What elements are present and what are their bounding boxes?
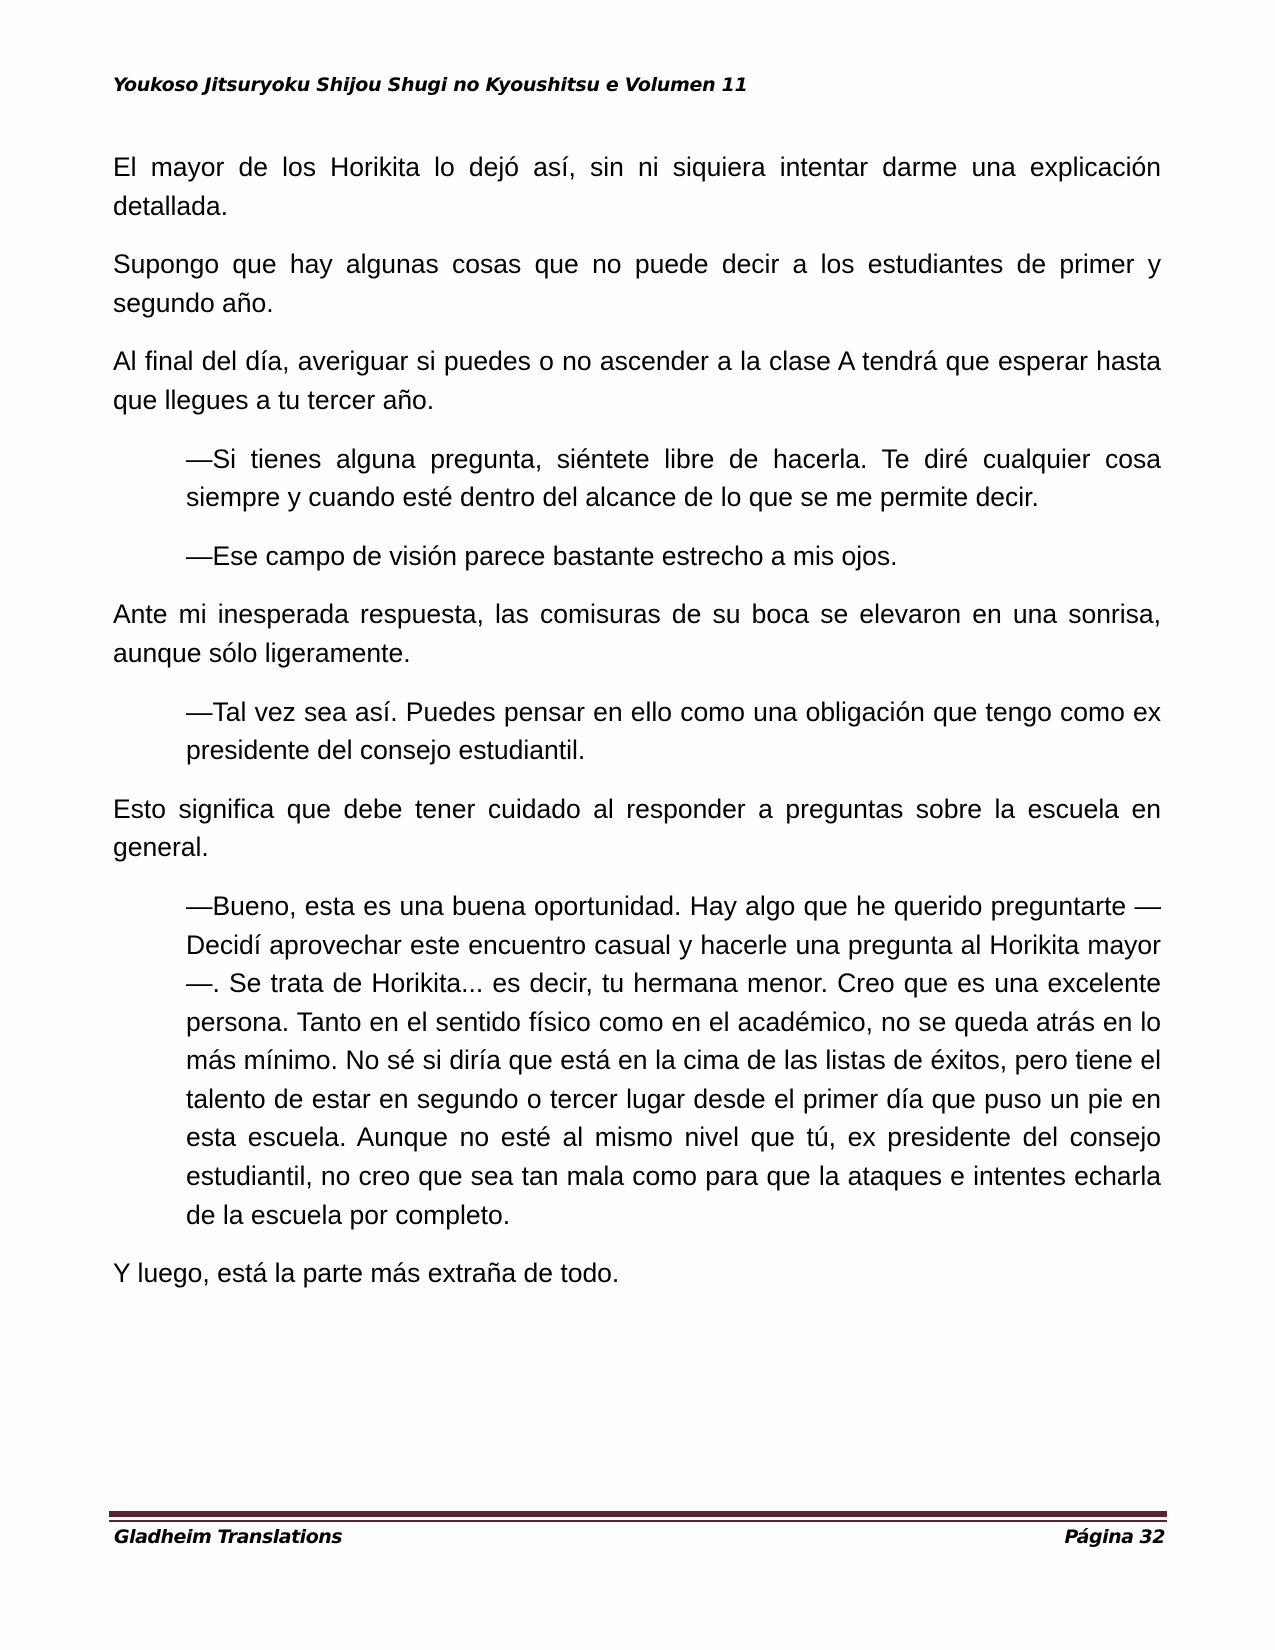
paragraph-narration: Y luego, está la parte más extraña de todo. (113, 1258, 620, 1289)
paragraph-narration: Ante mi inesperada respuesta, las comisuras de su boca se elevaron en una sonrisa, aunque sólo ligeramente. (113, 599, 1161, 668)
paragraph-dialog: —Bueno, esta es una buena oportunidad. Hay algo que he querido preguntarte —Decidí aprovechar este encuentro casual y hacerle una pregunta al Horikita mayor—. Se trata de Horikita... es decir, tu hermana menor. Creo que es una excelente persona. Tanto en el sentido físico como en el académico, no se queda atrás en lo más mínimo. No sé si diría que está en la cima de las listas de éxitos, pero tiene el talento de estar en segundo o tercer lugar desde el primer día que puso un pie en esta escuela. Aunque no esté al mismo nivel que tú, ex presidente del consejo estudiantil, no creo que sea tan mala como para que la ataques e intentes echarla de la escuela por completo. (186, 890, 1161, 1230)
running-header: Youkoso Jitsuryoku Shijou Shugi no Kyoushitsu e Volumen 11 (113, 74, 748, 96)
paragraph-dialog: —Ese campo de visión parece bastante estrecho a mis ojos. (186, 540, 898, 571)
footer-rule-thick (109, 1511, 1167, 1517)
footer-rule-thin (109, 1520, 1167, 1522)
body-text (113, 148, 1161, 1313)
footer-credit: Gladheim Translations (114, 1526, 343, 1548)
paragraph-narration: El mayor de los Horikita lo dejó así, sin ni siquiera intentar darme una explicación detallada. (113, 152, 1161, 221)
paragraph-narration: Esto significa que debe tener cuidado al responder a preguntas sobre la escuela en general. (113, 793, 1161, 863)
paragraph-narration: Supongo que hay algunas cosas que no puede decir a los estudiantes de primer y segundo año. (113, 249, 1161, 318)
paragraph-dialog: —Si tienes alguna pregunta, siéntete libre de hacerla. Te diré cualquier cosa siempre y cuando esté dentro del alcance de lo que se me permite decir. (186, 443, 1161, 513)
paragraph-dialog: —Tal vez sea así. Puedes pensar en ello como una obligación que tengo como ex presidente del consejo estudiantil. (186, 696, 1161, 766)
paragraph-narration: Al final del día, averiguar si puedes o no ascender a la clase A tendrá que esperar hasta que llegues a tu tercer año. (113, 346, 1161, 415)
page-number: Página 32 (1064, 1526, 1165, 1548)
